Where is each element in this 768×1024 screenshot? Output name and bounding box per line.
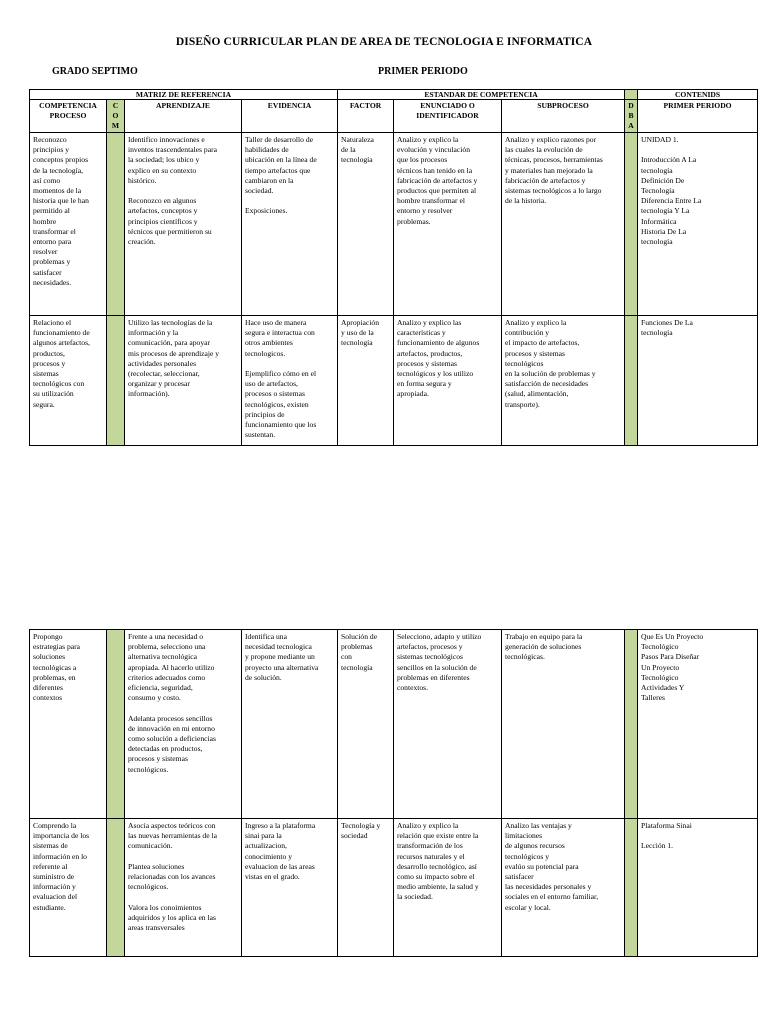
dba-spacer (625, 90, 638, 100)
factor-cell: Solución de problemas con tecnología (338, 630, 394, 819)
col-competencia: COMPETENCIA PROCESO (30, 100, 107, 133)
table-row (30, 630, 758, 819)
curriculum-table-part-1 (29, 89, 758, 446)
aprendizaje-cell: Asocia aspectos teóricos con las nuevas herramientas de la comunicación. Plantea soluciones relacionadas con los avances tecnológicos. Valora los conoimientos adquiridos y los aplica en las areas transversales (125, 819, 242, 957)
enunciado-cell: Selecciono, adapto y utilizo artefactos, procesos y sistemas tecnológicos sencillos en la solución de problemas en diferentes contextos. (394, 630, 502, 819)
contenidos-cell: Plataforma Sinai Lección 1. (638, 819, 758, 957)
com-cell (107, 630, 125, 819)
table-row (30, 819, 758, 957)
enunciado-cell: Analizo y explico las características y funcionamiento de algunos artefactos, productos, procesos y sistemas tecnológicos y los utilizo en forma segura y apropiada. (394, 316, 502, 446)
com-cell (107, 133, 125, 316)
col-com: C O M (107, 100, 125, 133)
subproceso-cell: Analizo y explico razones por las cuales la evolución de técnicas, procesos, herramientas y materiales han mejorado la fabricación de artefactos y sistemas tecnológicos a lo largo de la historia. (502, 133, 625, 316)
col-enunciado: ENUNCIADO O IDENTIFICADOR (394, 100, 502, 133)
subproceso-cell: Trabajo en equipo para la generación de soluciones tecnológicas. (502, 630, 625, 819)
competencia-cell: Relaciono el funcionamiento de algunos artefactos, productos, procesos y sistemas tecnológicos con su utilización segura. (30, 316, 107, 446)
competencia-cell: Propongo estrategias para soluciones tecnológicas a problemas, en diferentes contextos (30, 630, 107, 819)
col-aprendizaje: APRENDIZAJE (125, 100, 242, 133)
curriculum-table-part-2 (29, 629, 758, 957)
enunciado-cell: Analizo y explico la evolución y vinculación que los procesos técnicos han tenido en la fabricación de artefactos y productos que permiten al hombre transformar el entorno y resolver problemas. (394, 133, 502, 316)
evidencia-cell: Ingreso a la plataforma sinai para la actualizacion, conocimiento y evaluacion de las areas vistas en el grado. (242, 819, 338, 957)
dba-cell (625, 630, 638, 819)
contenidos-cell: Que Es Un Proyecto Tecnológico Pasos Para Diseñar Un Proyecto Tecnológico Actividades Y Talleres (638, 630, 758, 819)
subproceso-cell: Analizo las ventajas y limitaciones de algunos recursos tecnológicos y evalúo su potencial para satisfacer las necesidades personales y sociales en el entorno familiar, escolar y local. (502, 819, 625, 957)
com-cell (107, 316, 125, 446)
aprendizaje-cell: Utilizo las tecnologías de la información y la comunicación, para apoyar mis procesos de aprendizaje y actividades personales (recolectar, seleccionar, organizar y procesar información). (125, 316, 242, 446)
factor-cell: Naturaleza de la tecnología (338, 133, 394, 316)
factor-cell: Apropiación y uso de la tecnología (338, 316, 394, 446)
enunciado-cell: Analizo y explico la relación que existe entre la transformación de los recursos naturales y el desarrollo tecnológico, así como su impacto sobre el medio ambiente, la salud y la sociedad. (394, 819, 502, 957)
com-cell (107, 819, 125, 957)
period-label: PRIMER PERIODO (378, 66, 468, 77)
table-row (30, 316, 758, 446)
aprendizaje-cell: Identifico innovaciones e inventos trascendentales para la sociedad; los ubico y explico en su contexto histórico. Reconozco en algunos artefactos, conceptos y principios científicos y técnicos que permitieron su creación. (125, 133, 242, 316)
contenidos-cell: Funciones De La tecnología (638, 316, 758, 446)
col-dba: D B A (625, 100, 638, 133)
col-evidencia: EVIDENCIA (242, 100, 338, 133)
factor-cell: Tecnología y sociedad (338, 819, 394, 957)
dba-cell (625, 133, 638, 316)
evidencia-cell: Identifica una necesidad tecnologica y propone mediante un proyecto una alternativa de solución. (242, 630, 338, 819)
dba-cell (625, 316, 638, 446)
table-row (30, 133, 758, 316)
subproceso-cell: Analizo y explico la contribución y el impacto de artefactos, procesos y sistemas tecnológicos en la solución de problemas y satisfacción de necesidades (salud, alimentación, transporte). (502, 316, 625, 446)
group-header-row (30, 90, 758, 100)
evidencia-cell: Hace uso de manera segura e interactua con otros ambientes tecnologicos. Ejemplifico cómo en el uso de artefactos, procesos o sistemas tecnológicos, existen principios de funcionamiento que los sustentan. (242, 316, 338, 446)
estandar-header: ESTANDAR DE COMPETENCIA (338, 90, 625, 100)
col-subproceso: SUBPROCESO (502, 100, 625, 133)
contenidos-cell: UNIDAD 1. Introducción A La tecnología Definición De Tecnología Diferencia Entre La tecnología Y La Informática Historia De La tecnología (638, 133, 758, 316)
column-header-row (30, 100, 758, 133)
evidencia-cell: Taller de desarrollo de habilidades de ubicación en la línea de tiempo artefactos que cambiaron en la sociedad. Exposiciones. (242, 133, 338, 316)
dba-cell (625, 819, 638, 957)
competencia-cell: Reconozco principios y conceptos propios de la tecnología, así como momentos de la historia que le han permitido al hombre transformar el entorno para resolver problemas y satisfacer necesidades. (30, 133, 107, 316)
matriz-header: MATRIZ DE REFERENCIA (30, 90, 338, 100)
competencia-cell: Comprendo la importancia de los sistemas de información en lo referente al suministro de información y evaluacion del estudiante. (30, 819, 107, 957)
document-title: DISEÑO CURRICULAR PLAN DE AREA DE TECNOLOGIA E INFORMATICA (175, 36, 593, 48)
col-contenidos: PRIMER PERIODO (638, 100, 758, 133)
col-factor: FACTOR (338, 100, 394, 133)
contenidos-header: CONTENIDS (638, 90, 758, 100)
aprendizaje-cell: Frente a una necesidad o problema, selecciono una alternativa tecnológica apropiada. Al hacerlo utilizo criterios adecuados como eficiencia, seguridad, consumo y costo. Adelanta procesos sencillos de innovación en mi entorno como solución a deficiencias detectadas en productos, procesos y sistemas tecnológicos. (125, 630, 242, 819)
grade-label: GRADO SEPTIMO (52, 66, 138, 77)
